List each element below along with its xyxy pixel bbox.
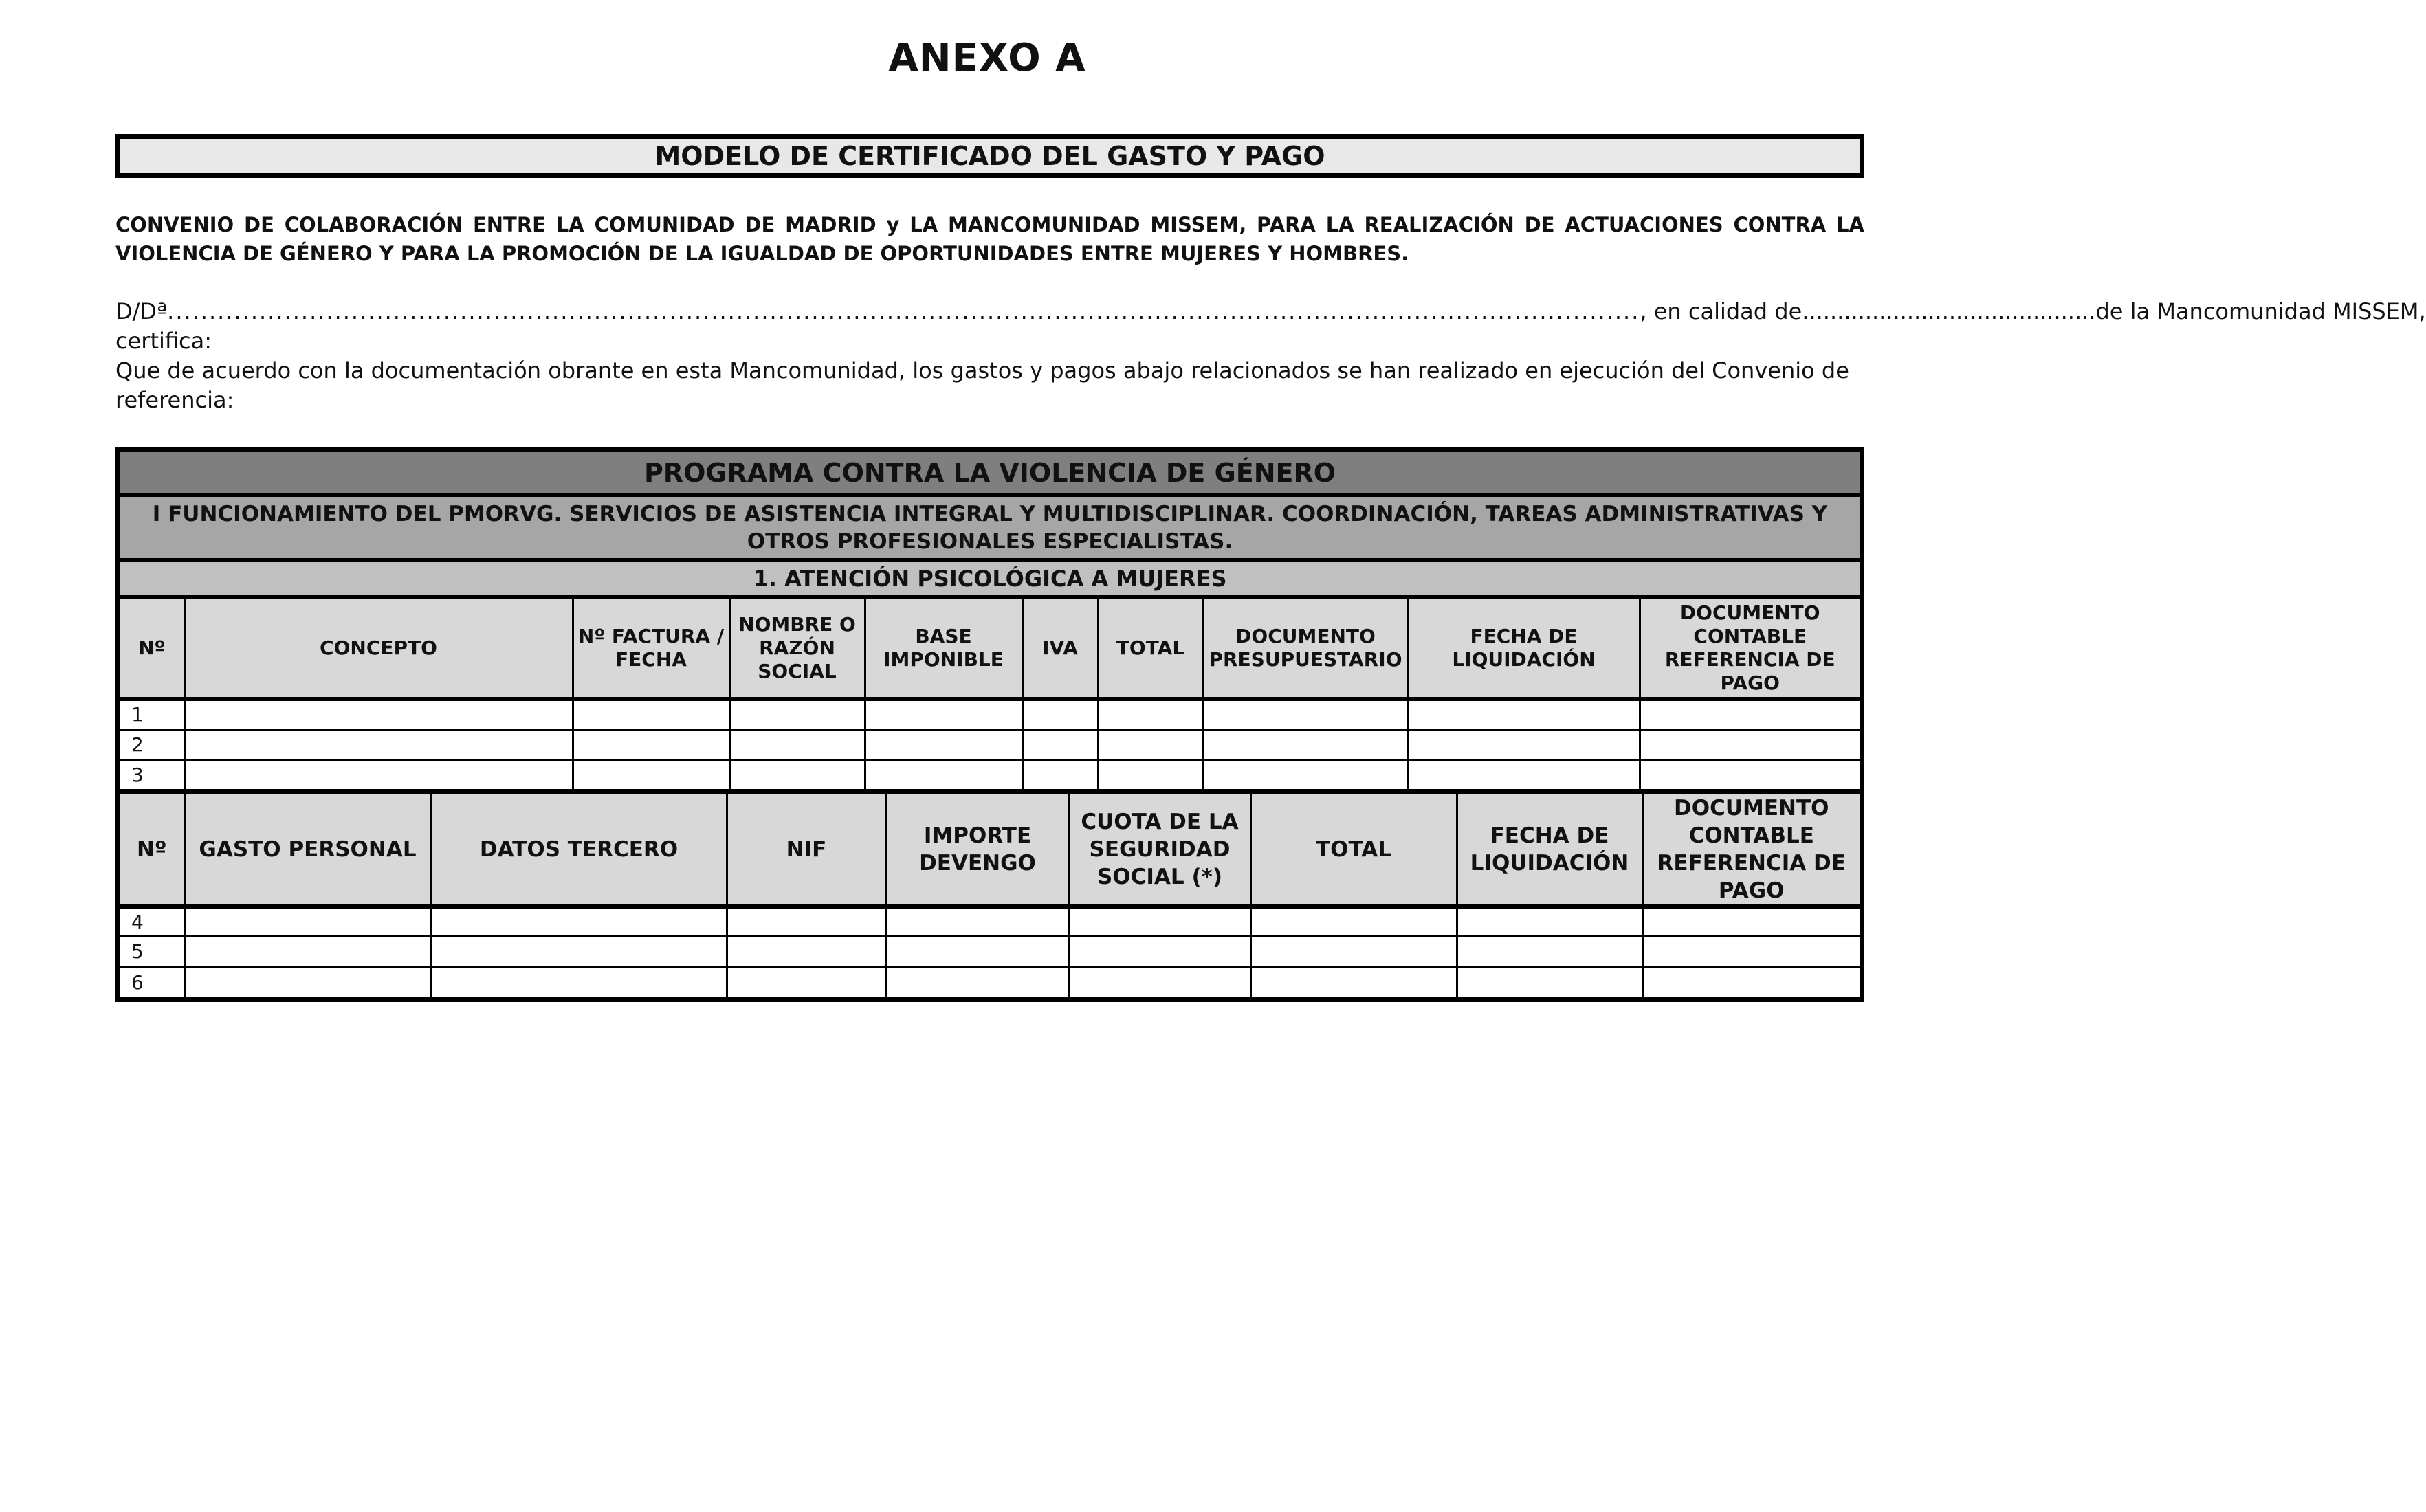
header-doc-presupuestario: DOCUMENTO PRESUPUESTARIO — [1203, 599, 1408, 699]
row-number: 3 — [120, 759, 184, 790]
program-section: I FUNCIONAMIENTO DEL PMORVG. SERVICIOS DE ASISTENCIA INTEGRAL Y MULTIDISCIPLINAR. COORDINACIÓN, TAREAS ADMINISTRATIVAS Y OTROS PROFESIONALES ESPECIALISTAS. — [120, 497, 1860, 562]
cell-fecha-liquidacion[interactable] — [1408, 729, 1640, 759]
cell-total[interactable] — [1098, 759, 1203, 790]
cell-gasto-personal[interactable] — [184, 907, 431, 937]
cell-total[interactable] — [1250, 967, 1457, 997]
table-row — [120, 699, 1860, 729]
cell-iva[interactable] — [1022, 729, 1098, 759]
program-subsection: 1. ATENCIÓN PSICOLÓGICA A MUJERES — [120, 562, 1860, 599]
cell-concepto[interactable] — [184, 759, 573, 790]
cell-concepto[interactable] — [184, 729, 573, 759]
cell-nombre[interactable] — [729, 699, 865, 729]
cell-factura[interactable] — [573, 759, 729, 790]
cell-doc-contable[interactable] — [1642, 967, 1860, 997]
header-nif: NIF — [727, 792, 886, 907]
certificate-line-1 — [115, 297, 2426, 326]
header-concepto: CONCEPTO — [184, 599, 573, 699]
cell-total[interactable] — [1250, 937, 1457, 967]
certificate-block — [115, 297, 2426, 415]
cell-fecha-liquidacion[interactable] — [1457, 937, 1642, 967]
table-row — [120, 907, 1860, 937]
row-number: 1 — [120, 699, 184, 729]
header-num: Nº — [120, 599, 184, 699]
header-fecha-liquidacion: FECHA DE LIQUIDACIÓN — [1457, 792, 1642, 907]
model-title: MODELO DE CERTIFICADO DEL GASTO Y PAGO — [654, 141, 1325, 171]
header-datos-tercero: DATOS TERCERO — [431, 792, 727, 907]
header-doc-contable: DOCUMENTO CONTABLE REFERENCIA DE PAGO — [1640, 599, 1860, 699]
invoice-table — [120, 599, 1860, 791]
cell-concepto[interactable] — [184, 699, 573, 729]
header-base-imponible: BASE IMPONIBLE — [865, 599, 1022, 699]
cell-iva[interactable] — [1022, 699, 1098, 729]
cell-total[interactable] — [1098, 699, 1203, 729]
cell-doc-contable[interactable] — [1640, 699, 1860, 729]
dd-label: D/Dª — [115, 298, 168, 324]
cell-iva[interactable] — [1022, 759, 1098, 790]
cell-nif[interactable] — [727, 967, 886, 997]
cell-doc-contable[interactable] — [1642, 907, 1860, 937]
cell-fecha-liquidacion[interactable] — [1408, 699, 1640, 729]
cell-datos-tercero[interactable] — [431, 907, 727, 937]
cell-gasto-personal[interactable] — [184, 937, 431, 967]
row-number: 5 — [120, 937, 184, 967]
table-row — [120, 759, 1860, 790]
cell-doc-presupuestario[interactable] — [1203, 759, 1408, 790]
cell-nif[interactable] — [727, 937, 886, 967]
cell-doc-presupuestario[interactable] — [1203, 729, 1408, 759]
position-fill-line: .......................................... — [1802, 298, 2096, 324]
personnel-table — [120, 791, 1860, 997]
mancomunidad-label: de la Mancomunidad MISSEM, — [2095, 298, 2426, 324]
cell-factura[interactable] — [573, 699, 729, 729]
cell-fecha-liquidacion[interactable] — [1457, 907, 1642, 937]
header-num: Nº — [120, 792, 184, 907]
cell-total[interactable] — [1250, 907, 1457, 937]
header-nombre-razon: NOMBRE O RAZÓN SOCIAL — [729, 599, 865, 699]
cell-doc-contable[interactable] — [1640, 759, 1860, 790]
personnel-header-row — [120, 792, 1860, 907]
cell-importe-devengo[interactable] — [886, 967, 1069, 997]
program-title: PROGRAMA CONTRA LA VIOLENCIA DE GÉNERO — [120, 452, 1860, 497]
cell-base[interactable] — [865, 729, 1022, 759]
certifica-label: certifica: — [115, 328, 212, 354]
header-total: TOTAL — [1098, 599, 1203, 699]
cell-cuota[interactable] — [1069, 967, 1250, 997]
row-number: 2 — [120, 729, 184, 759]
header-total: TOTAL — [1250, 792, 1457, 907]
cell-doc-presupuestario[interactable] — [1203, 699, 1408, 729]
header-cuota-seguridad-social: CUOTA DE LA SEGURIDAD SOCIAL (*) — [1069, 792, 1250, 907]
cell-cuota[interactable] — [1069, 937, 1250, 967]
annex-title: ANEXO A — [888, 36, 1086, 80]
header-factura-fecha: Nº FACTURA / FECHA — [573, 599, 729, 699]
row-number: 4 — [120, 907, 184, 937]
cell-datos-tercero[interactable] — [431, 967, 727, 997]
cell-base[interactable] — [865, 759, 1022, 790]
cell-datos-tercero[interactable] — [431, 937, 727, 967]
cell-nombre[interactable] — [729, 759, 865, 790]
cell-importe-devengo[interactable] — [886, 907, 1069, 937]
expense-table — [115, 447, 1864, 1002]
row-number: 6 — [120, 967, 184, 997]
header-doc-contable: DOCUMENTO CONTABLE REFERENCIA DE PAGO — [1642, 792, 1860, 907]
cell-total[interactable] — [1098, 729, 1203, 759]
header-importe-devengo: IMPORTE DEVENGO — [886, 792, 1069, 907]
cell-factura[interactable] — [573, 729, 729, 759]
table-row — [120, 967, 1860, 997]
cell-nombre[interactable] — [729, 729, 865, 759]
invoice-header-row — [120, 599, 1860, 699]
certificate-statement: Que de acuerdo con la documentación obrante en esta Mancomunidad, los gastos y pagos abajo relacionados se han realizado en ejecución del Convenio de referencia: — [115, 357, 1849, 413]
table-row — [120, 937, 1860, 967]
cell-gasto-personal[interactable] — [184, 967, 431, 997]
cell-fecha-liquidacion[interactable] — [1457, 967, 1642, 997]
cell-fecha-liquidacion[interactable] — [1408, 759, 1640, 790]
header-gasto-personal: GASTO PERSONAL — [184, 792, 431, 907]
cell-base[interactable] — [865, 699, 1022, 729]
cell-nif[interactable] — [727, 907, 886, 937]
cell-importe-devengo[interactable] — [886, 937, 1069, 967]
name-fill-line: ................................................................................................................................................................................ — [167, 298, 1640, 324]
calidad-label: , en calidad de — [1640, 298, 1802, 324]
cell-doc-contable[interactable] — [1642, 937, 1860, 967]
convenio-text: CONVENIO DE COLABORACIÓN ENTRE LA COMUNIDAD DE MADRID y LA MANCOMUNIDAD MISSEM, PARA LA REALIZACIÓN DE ACTUACIONES CONTRA LA VIOLENCIA DE GÉNERO Y PARA LA PROMOCIÓN DE LA IGUALDAD DE OPORTUNIDADES ENTRE MUJERES Y HOMBRES. — [115, 213, 1864, 265]
header-fecha-liquidacion: FECHA DE LIQUIDACIÓN — [1408, 599, 1640, 699]
table-row — [120, 729, 1860, 759]
cell-cuota[interactable] — [1069, 907, 1250, 937]
cell-doc-contable[interactable] — [1640, 729, 1860, 759]
header-iva: IVA — [1022, 599, 1098, 699]
model-title-box — [115, 134, 1864, 178]
